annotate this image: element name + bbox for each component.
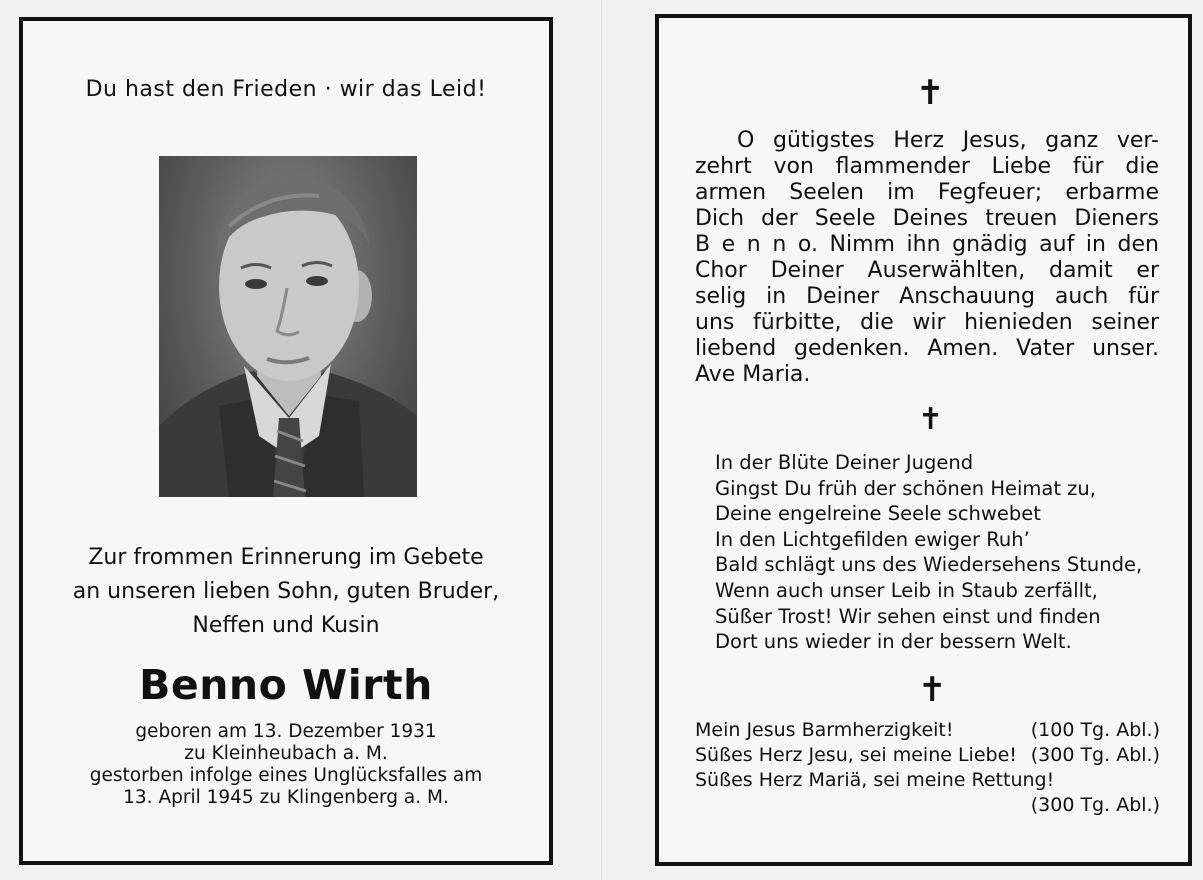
indulgence-prayer: Mein Jesus Barmherzigkeit! xyxy=(695,719,954,741)
poem-line: Deine engelreine Seele schwebet xyxy=(715,502,1041,526)
memory-line: Neffen und Kusin xyxy=(192,613,380,638)
poem-line: Dort uns wieder in der bessern Welt. xyxy=(715,630,1072,654)
right-card xyxy=(655,14,1192,866)
indulgence-row xyxy=(695,718,1160,743)
prayer-line: Chor Deiner Auserwählten, damit er xyxy=(695,258,1159,283)
cross-icon: ✝ xyxy=(918,402,944,437)
portrait-photo xyxy=(159,156,417,497)
indulgence-prayer: Süßes Herz Mariä, sei meine Rettung! xyxy=(695,769,1055,791)
indulgence-note: (300 Tg. Abl.) xyxy=(1030,744,1160,766)
memory-text xyxy=(23,541,549,643)
date-line: geboren am 13. Dezember 1931 xyxy=(135,721,437,742)
poem-line: Bald schlägt uns des Wiedersehens Stunde, xyxy=(715,553,1143,577)
indulgence-note: (300 Tg. Abl.) xyxy=(1030,794,1160,816)
date-line: zu Kleinheubach a. M. xyxy=(184,743,388,764)
indulgence-prayer: Süßes Herz Jesu, sei meine Liebe! xyxy=(695,744,1017,766)
cross-icon: ✝ xyxy=(916,73,945,113)
poem xyxy=(715,450,1142,655)
memory-line: an unseren lieben Sohn, guten Bruder, xyxy=(72,579,500,604)
indulgence-list xyxy=(695,718,1160,818)
left-card xyxy=(19,17,553,865)
card-fold xyxy=(601,0,603,880)
prayer-line: O gütigstes Herz Jesus, ganz ver- xyxy=(737,128,1159,153)
prayer-line: uns fürbitte, die wir hienieden seiner xyxy=(695,310,1159,335)
indulgence-row xyxy=(695,768,1160,793)
date-line: 13. April 1945 zu Klingenberg a. M. xyxy=(123,787,449,808)
life-dates xyxy=(23,721,549,809)
memory-line: Zur frommen Erinnerung im Gebete xyxy=(88,545,484,570)
prayer-line: zehrt von flammender Liebe für die xyxy=(695,154,1159,179)
prayer-line: B e n n o. Nimm ihn gnädig auf in den xyxy=(695,232,1159,257)
poem-line: In den Lichtgefilden ewiger Ruh’ xyxy=(715,527,1030,551)
prayer-line: armen Seelen im Fegfeuer; erbarme xyxy=(695,180,1159,205)
prayer-line: liebend gedenken. Amen. Vater unser. xyxy=(695,336,1159,361)
prayer-text xyxy=(695,128,1159,388)
poem-line: Wenn auch unser Leib in Staub zerfällt, xyxy=(715,578,1098,602)
prayer-line: selig in Deiner Anschauung auch für xyxy=(695,284,1159,309)
poem-line: In der Blüte Deiner Jugend xyxy=(715,451,974,474)
date-line: gestorben infolge eines Unglücksfalles am xyxy=(89,765,483,786)
prayer-line: Dich der Seele Deines treuen Dieners xyxy=(695,206,1159,231)
motto: Du hast den Frieden · wir das Leid! xyxy=(85,77,487,102)
poem-line: Gingst Du früh der schönen Heimat zu, xyxy=(715,476,1096,500)
cross-icon: ✝ xyxy=(918,670,947,710)
indulgence-note: (100 Tg. Abl.) xyxy=(1030,719,1160,741)
indulgence-row xyxy=(695,793,1160,818)
deceased-name: Benno Wirth xyxy=(139,661,433,709)
prayer-line: Ave Maria. xyxy=(695,362,811,387)
indulgence-row xyxy=(695,743,1160,768)
poem-line: Süßer Trost! Wir sehen einst und finden xyxy=(715,604,1101,628)
